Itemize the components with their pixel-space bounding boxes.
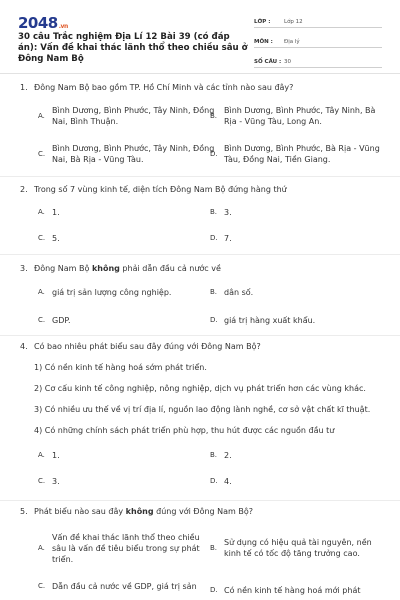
option-d[interactable] <box>210 141 386 167</box>
option-letter: C. <box>38 582 46 590</box>
option-letter: D. <box>210 234 218 242</box>
option-letter: C. <box>38 149 46 158</box>
option-letter: A. <box>38 208 45 216</box>
option-text: 1. <box>52 451 60 460</box>
option-text: Bình Dương, Bình Phước, Tây Ninh, Bà Rịa - Vũng Tàu, Long An. <box>224 106 376 126</box>
stem-emphasis: không <box>91 264 120 273</box>
option-letter: C. <box>38 234 46 242</box>
meta-value: Lớp 12 <box>284 19 303 25</box>
option-text: dân số. <box>224 288 254 297</box>
statement-1: 1) Có nền kinh tế hàng hoá sớm phát triển. <box>34 363 207 372</box>
option-d[interactable] <box>210 476 370 487</box>
option-text: GDP. <box>52 316 71 325</box>
option-text: Sử dụng có hiệu quả tài nguyên, nền kinh tế có tốc độ tăng trưởng cao. <box>224 538 372 558</box>
question-text <box>34 506 386 517</box>
question-number: 1. <box>20 83 28 92</box>
option-list <box>20 444 386 494</box>
option-a[interactable] <box>38 103 216 129</box>
option-text: 3. <box>224 208 232 217</box>
statement-3: 3) Có nhiều ưu thế về vị trí địa lí, nguồn lao động lành nghề, cơ sở vật chất kĩ thuật. <box>34 405 371 414</box>
statement-4: 4) Có những chính sách phát triển phù hợp, thu hút được các nguồn đầu tư <box>34 426 335 435</box>
document-meta <box>254 12 382 72</box>
question-stem <box>20 341 386 352</box>
option-text: 5. <box>52 234 60 243</box>
question-5 <box>20 506 386 600</box>
question-text: Có bao nhiêu phát biểu sau đây đúng với Đông Nam Bộ? <box>34 342 261 351</box>
option-b[interactable] <box>210 450 370 461</box>
option-text: 2. <box>224 451 232 460</box>
question-number: 2. <box>20 185 28 194</box>
option-list <box>20 282 386 332</box>
option-text: giá trị sản lượng công nghiệp. <box>52 288 172 297</box>
option-letter: D. <box>210 586 218 594</box>
option-letter: C. <box>38 316 46 324</box>
question-separator <box>0 335 400 336</box>
question-1 <box>20 82 386 175</box>
option-c[interactable] <box>38 141 216 167</box>
question-separator <box>0 176 400 177</box>
option-letter: B. <box>210 111 218 120</box>
question-3 <box>20 263 386 332</box>
meta-label: MÔN : <box>254 39 273 45</box>
option-list <box>20 203 386 253</box>
option-text: Bình Dương, Bình Phước, Tây Ninh, Đồng Nai, Bà Rịa - Vũng Tàu. <box>52 144 215 164</box>
option-letter: D. <box>210 316 218 324</box>
meta-row-subject <box>254 32 382 48</box>
question-stem <box>20 506 386 517</box>
option-text: Có nền kinh tế hàng hoá mới phát <box>224 586 361 595</box>
question-number: 3. <box>20 264 28 273</box>
brand-name: 2048 <box>18 14 58 32</box>
option-d[interactable] <box>210 233 370 244</box>
option-text: giá trị hàng xuất khẩu. <box>224 316 316 325</box>
question-number: 5. <box>20 507 28 516</box>
stem-part: Phát biểu nào sau đây <box>34 507 126 516</box>
option-text: 1. <box>52 208 60 217</box>
meta-label: SỐ CÂU : <box>254 59 282 65</box>
question-stem <box>20 184 386 195</box>
option-letter: A. <box>38 451 45 459</box>
question-number: 4. <box>20 342 28 351</box>
question-2 <box>20 184 386 253</box>
option-d[interactable] <box>210 315 380 326</box>
option-list <box>20 525 386 600</box>
option-a[interactable] <box>38 207 198 218</box>
option-letter: D. <box>210 149 218 158</box>
stem-part: Đông Nam Bộ <box>34 264 92 273</box>
header-divider <box>0 73 400 74</box>
meta-value: 30 <box>284 59 291 65</box>
option-text: 4. <box>224 477 232 486</box>
option-letter: D. <box>210 477 218 485</box>
option-a[interactable] <box>38 287 208 298</box>
option-letter: A. <box>38 543 45 552</box>
option-letter: B. <box>210 543 218 552</box>
option-b[interactable] <box>210 103 386 129</box>
question-separator <box>0 254 400 255</box>
option-list <box>20 101 386 175</box>
meta-label: LỚP : <box>254 19 271 25</box>
meta-value: Địa lý <box>284 39 300 45</box>
question-stem <box>20 82 386 93</box>
option-letter: B. <box>210 451 218 459</box>
option-letter: A. <box>38 288 45 296</box>
option-text: Bình Dương, Bình Phước, Bà Rịa - Vũng Tàu, Đồng Nai, Tiền Giang. <box>224 144 380 164</box>
option-c[interactable] <box>38 476 198 487</box>
site-logo[interactable] <box>18 14 68 32</box>
option-c[interactable] <box>38 315 208 326</box>
option-text: 3. <box>52 477 60 486</box>
option-letter: B. <box>210 208 218 216</box>
option-a[interactable] <box>38 450 198 461</box>
stem-emphasis: không <box>125 507 154 516</box>
option-text: Vấn đề khai thác lãnh thổ theo chiều sâu là vấn đề tiêu biểu trong sự phát triển. <box>52 532 200 564</box>
question-text <box>34 263 386 274</box>
question-separator <box>0 500 400 501</box>
question-text: Trong số 7 vùng kinh tế, diện tích Đông Nam Bộ đứng hàng thứ <box>34 185 287 194</box>
option-letter: A. <box>38 111 45 120</box>
question-4 <box>20 341 386 494</box>
option-c[interactable] <box>38 233 198 244</box>
statement-2: 2) Cơ cấu kinh tế công nghiệp, nông nghiệp, dịch vụ phát triển hơn các vùng khác. <box>34 384 366 393</box>
option-letter: C. <box>38 477 46 485</box>
meta-row-count <box>254 52 382 68</box>
stem-part: đúng với Đông Nam Bộ? <box>153 507 254 516</box>
option-text: Bình Dương, Bình Phước, Tây Ninh, Đồng Nai, Bình Thuận. <box>52 106 215 126</box>
meta-row-class <box>254 12 382 28</box>
option-text: Dẫn đầu cả nước về GDP, giá trị sản <box>52 582 197 591</box>
brand-tld: .vn <box>58 23 68 30</box>
document-title: 30 câu Trắc nghiệm Địa Lí 12 Bài 39 (có đáp án): Vấn đề khai thác lãnh thổ theo chiều sâu ở Đông Nam Bộ <box>18 32 248 64</box>
document-header <box>0 0 400 72</box>
stem-part: phải dẫn đầu cả nước về <box>119 264 221 273</box>
option-b[interactable] <box>210 529 386 567</box>
option-d[interactable] <box>210 585 386 596</box>
option-a[interactable] <box>38 529 214 567</box>
option-text: 7. <box>224 234 232 243</box>
option-letter: B. <box>210 288 218 296</box>
question-stem <box>20 263 386 274</box>
option-b[interactable] <box>210 287 380 298</box>
option-c[interactable] <box>38 581 214 592</box>
option-b[interactable] <box>210 207 370 218</box>
question-text: Đông Nam Bộ bao gồm TP. Hồ Chí Minh và các tỉnh nào sau đây? <box>34 83 294 92</box>
